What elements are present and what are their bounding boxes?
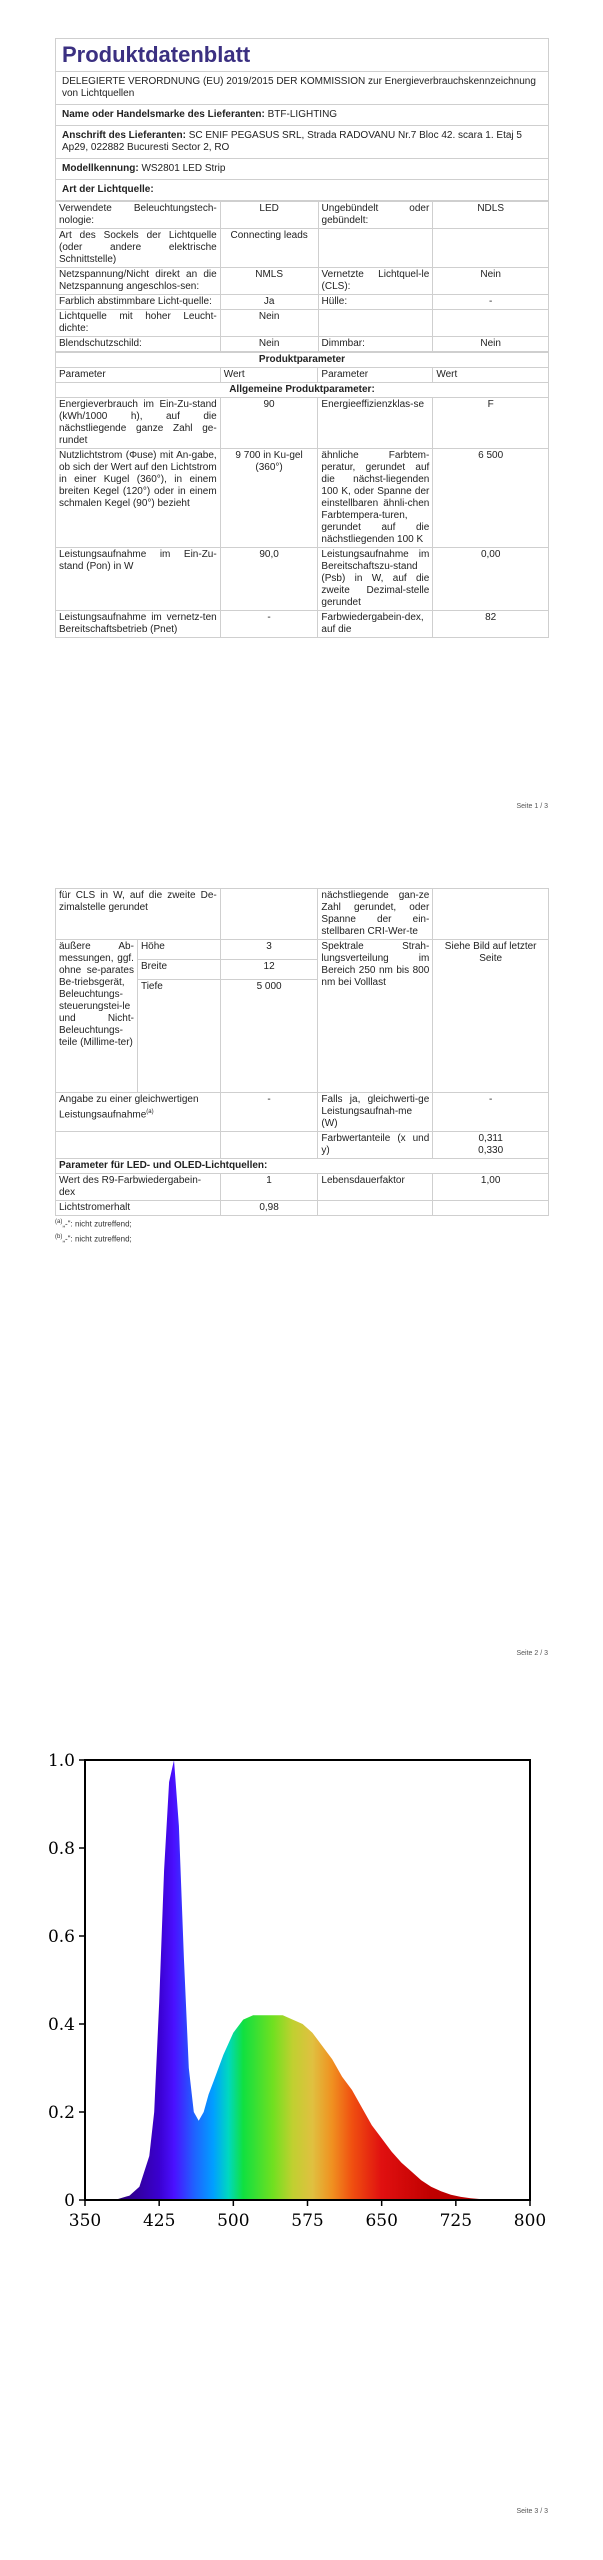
- type-cell-l2: Vernetzte Lichtquel-le (CLS):: [318, 268, 433, 295]
- param-cell-v2: F: [433, 398, 549, 449]
- cri-cont-label: nächstliegende gan-ze Zahl gerundet, oder Spanne der ein-stellbaren CRI-Wer-te: [318, 889, 433, 940]
- table-row: [56, 449, 549, 548]
- chroma-label: Farbwertanteile (x und y): [318, 1132, 433, 1159]
- param-table: [55, 352, 549, 638]
- type-cell-v2: Nein: [433, 268, 549, 295]
- footer-page-2: Seite 2 / 3: [516, 1650, 548, 1657]
- table-row: [56, 229, 549, 268]
- type-cell-l1: Blendschutzschild:: [56, 337, 221, 352]
- type-cell-l1: Art des Sockels der Lichtquelle (oder andere elektrische Schnittstelle): [56, 229, 221, 268]
- equiv-label: Angabe zu einer gleichwertigen Leistungsaufnahme$^{(a)}$: [56, 1093, 221, 1132]
- regulation-text: DELEGIERTE VERORDNUNG (EU) 2019/2015 DER KOMMISSION zur Energieverbrauchskennzeichnung von Lichtquellen: [55, 71, 549, 105]
- address-label: Anschrift des Lieferanten:: [62, 130, 186, 141]
- spectral-value: Siehe Bild auf letzter Seite: [433, 940, 549, 1093]
- equiv-value: -: [220, 1093, 318, 1132]
- type-cell-l1: Farblich abstimmbare Licht-quelle:: [56, 295, 221, 310]
- table-row: [56, 202, 549, 229]
- col-param-2: Parameter: [318, 368, 433, 383]
- footer-page-1: Seite 1 / 3: [516, 803, 548, 810]
- dim-name: Höhe: [137, 940, 220, 960]
- param-cell-l1: Leistungsaufnahme im vernetz-ten Bereitschaftsbetrieb (Pnet): [56, 611, 221, 638]
- type-cell-l2: Ungebündelt oder gebündelt:: [318, 202, 433, 229]
- table-row: [56, 548, 549, 611]
- table-row: [56, 268, 549, 295]
- r9-value: 1: [220, 1174, 318, 1201]
- y-tick-label: 0: [64, 2191, 75, 2211]
- param-cell-l1: Energieverbrauch im Ein-Zu-stand (kWh/1000 h), auf die nächstliegende ganze Zahl ge-rundet: [56, 398, 221, 449]
- col-wert-2: Wert: [433, 368, 549, 383]
- param-cell-l1: Nutzlichtstrom (Φuse) mit An-gabe, ob sich der Wert auf den Lichtstrom in einer Kugel (360°), in einem breiten Kegel (120°) oder in einem schmalen Kegel (90°) bezieht: [56, 449, 221, 548]
- param-cell-l2: Leistungsaufnahme im Bereitschaftszu-stand (Psb) in W, auf die zweite Dezimal-stelle gerundet: [318, 548, 433, 611]
- param-cell-v1: -: [220, 611, 318, 638]
- type-cell-v2: [433, 229, 549, 268]
- table-row: [56, 337, 549, 352]
- type-cell-v1: LED: [220, 202, 318, 229]
- spectral-chart: [30, 1740, 550, 2260]
- spectrum-area: [115, 1760, 491, 2200]
- table-row: [56, 295, 549, 310]
- survival-label: Lebensdauerfaktor: [318, 1174, 433, 1201]
- type-cell-v1: Nein: [220, 310, 318, 337]
- dim-name: Tiefe: [137, 980, 220, 1093]
- y-tick-label: 0.4: [47, 2015, 75, 2035]
- supplier-value: BTF-LIGHTING: [267, 109, 338, 120]
- model-row: [55, 159, 549, 180]
- type-cell-v2: Nein: [433, 337, 549, 352]
- x-tick-label: 500: [217, 2211, 250, 2231]
- type-cell-v1: Nein: [220, 337, 318, 352]
- supplier-label: Name oder Handelsmarke des Lieferanten:: [62, 109, 265, 120]
- footnote-a: $^{(a)}$„-": nicht zutreffend;: [55, 1219, 132, 1229]
- produktparameter-header: Produktparameter: [56, 353, 549, 368]
- type-cell-v1: NMLS: [220, 268, 318, 295]
- type-cell-l2: Hülle:: [318, 295, 433, 310]
- cert-value: -: [433, 1093, 549, 1132]
- model-value: WS2801 LED Strip: [141, 163, 226, 174]
- type-cell-l1: Verwendete Beleuchtungstech-nologie:: [56, 202, 221, 229]
- param-cell-v2: 6 500: [433, 449, 549, 548]
- table-row: [56, 398, 549, 449]
- param-cell-v2: 0,00: [433, 548, 549, 611]
- param-cell-v1: 90: [220, 398, 318, 449]
- table-row: [56, 310, 549, 337]
- led-header: Parameter für LED- und OLED-Lichtquellen:: [56, 1159, 549, 1174]
- cert-label: Falls ja, gleichwerti-ge Leistungsaufnah-me (W): [318, 1093, 433, 1132]
- type-cell-v1: Connecting leads: [220, 229, 318, 268]
- dim-value: 3: [220, 940, 318, 960]
- type-cell-l1: Netzspannung/Nicht direkt an die Netzspannung angeschlos-sen:: [56, 268, 221, 295]
- table-row: [56, 611, 549, 638]
- col-wert-1: Wert: [220, 368, 318, 383]
- x-tick-label: 350: [68, 2211, 102, 2231]
- y-tick-label: 0.8: [47, 1839, 75, 1859]
- address-value: SC ENIF PEGASUS SRL, Strada RADOVANU Nr.7 Bloc 42. scara 1. Etaj 5 Ap29, 022882 Bucuresti Sector 2, RO: [62, 130, 522, 153]
- dim-value: 5 000: [220, 980, 318, 1093]
- type-cell-l2: Dimmbar:: [318, 337, 433, 352]
- dim-value: 12: [220, 960, 318, 980]
- page-2: [55, 888, 549, 1245]
- y-tick-label: 0.2: [47, 2103, 75, 2123]
- dim-name: Breite: [137, 960, 220, 980]
- x-tick-label: 800: [513, 2211, 547, 2231]
- chroma-value: 0,311 0,330: [433, 1132, 549, 1159]
- param-cell-l2: ähnliche Farbtem-peratur, gerundet auf die nächst-liegenden 100 K, oder Spanne der einstellbaren ähnli-chen Farbtempera-turen, gerundet auf die nächstliegenden 100 K: [318, 449, 433, 548]
- type-cell-l1: Lichtquelle mit hoher Leucht-dichte:: [56, 310, 221, 337]
- x-tick-label: 425: [142, 2211, 176, 2231]
- type-table: [55, 201, 549, 352]
- cls-cont-label: für CLS in W, auf die zweite De-zimalstelle gerundet: [56, 889, 221, 940]
- page-1: [55, 38, 549, 638]
- survival-value: 1,00: [433, 1174, 549, 1201]
- model-label: Modellkennung:: [62, 163, 139, 174]
- footnote-b: $^{(b)}$„-": nicht zutreffend;: [55, 1233, 132, 1244]
- x-tick-label: 650: [365, 2211, 398, 2231]
- y-tick-label: 1.0: [47, 1751, 75, 1771]
- param-cell-l2: Energieeffizienzklas-se: [318, 398, 433, 449]
- param-cell-v1: 9 700 in Ku-gel (360°): [220, 449, 318, 548]
- footer-page-3: Seite 3 / 3: [516, 2508, 548, 2515]
- y-tick-label: 0.6: [47, 1927, 75, 1947]
- x-tick-label: 575: [291, 2211, 324, 2231]
- spectral-label: Spektrale Strah-lungsverteilung im Bereich 250 nm bis 800 nm bei Volllast: [318, 940, 433, 1093]
- lumen-value: 0,98: [220, 1201, 318, 1216]
- param-cell-v1: 90,0: [220, 548, 318, 611]
- page-title: Produktdatenblatt: [55, 38, 549, 71]
- lumen-label: Lichtstromerhalt: [56, 1201, 221, 1216]
- type-cell-v2: -: [433, 295, 549, 310]
- type-cell-l2: [318, 229, 433, 268]
- dimensions-label: äußere Ab-messungen, ggf. ohne se-parates Be-triebsgerät, Beleuchtungs-steuerungstei-le und Nicht-Beleuchtungs-teile (Millime-ter): [56, 940, 138, 1093]
- type-header: Art der Lichtquelle:: [55, 180, 549, 201]
- supplier-row: [55, 105, 549, 126]
- allgemeine-header: Allgemeine Produktparameter:: [56, 383, 549, 398]
- x-tick-label: 725: [439, 2211, 473, 2231]
- address-row: [55, 126, 549, 159]
- param-cell-l2: Farbwiedergabein-dex, auf die: [318, 611, 433, 638]
- type-cell-l2: [318, 310, 433, 337]
- type-cell-v2: NDLS: [433, 202, 549, 229]
- col-param-1: Parameter: [56, 368, 221, 383]
- param-cell-l1: Leistungsaufnahme im Ein-Zu-stand (Pon) in W: [56, 548, 221, 611]
- type-cell-v2: [433, 310, 549, 337]
- r9-label: Wert des R9-Farbwiedergabein-dex: [56, 1174, 221, 1201]
- type-cell-v1: Ja: [220, 295, 318, 310]
- param-table-cont: [55, 888, 549, 1216]
- param-cell-v2: 82: [433, 611, 549, 638]
